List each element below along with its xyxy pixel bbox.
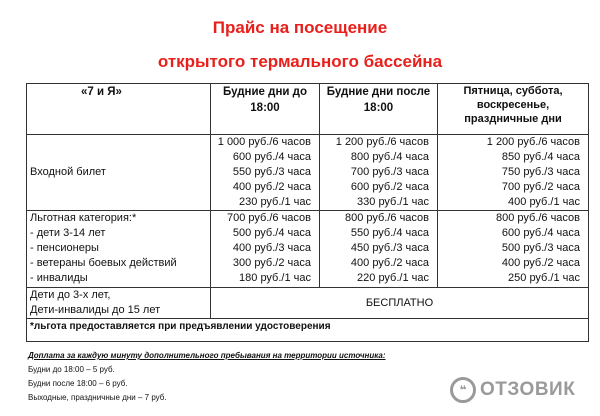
table-header-row	[27, 84, 589, 135]
discount-category-labels: Льготная категория:* - дети 3-14 лет - пенсионеры - ветераны боевых действий - инвалиды	[27, 211, 211, 288]
otzovik-logo-icon: ❝	[450, 377, 476, 403]
entry-weekday-before-prices: 1 000 руб./6 часов 600 руб./4 часа 550 руб./3 часа 400 руб./2 часа 230 руб./1 час	[211, 135, 320, 211]
price-table	[26, 83, 589, 342]
header-weekend-holidays: Пятница, суббота, воскресенье, праздничные дни	[438, 84, 589, 135]
otzovik-watermark	[450, 372, 590, 408]
table-row-discount	[27, 211, 589, 288]
children-free-price: БЕСПЛАТНО	[211, 288, 589, 319]
surcharge-line-weekday-after: Будни после 18:00 – 6 руб.	[28, 379, 128, 388]
surcharge-line-weekend: Выходные, праздничные дни – 7 руб.	[28, 393, 167, 402]
table-row-children-free	[27, 288, 589, 319]
surcharge-heading: Доплата за каждую минуту дополнительного пребывания на территории источника:	[28, 351, 386, 360]
header-weekday-before-18: Будние дни до 18:00	[211, 84, 320, 135]
watermark-text: ОТЗОВИК	[480, 379, 576, 400]
entry-weekend-prices: 1 200 руб./6 часов 850 руб./4 часа 750 руб./3 часа 700 руб./2 часа 400 руб./1 час	[438, 135, 589, 211]
discount-footnote: *льгота предоставляется при предъявлении удостоверения	[27, 319, 589, 342]
children-free-labels: Дети до 3-х лет, Дети-инвалиды до 15 лет	[27, 288, 211, 319]
entry-ticket-label: Входной билет	[27, 135, 211, 211]
entry-weekday-after-prices: 1 200 руб./6 часов 800 руб./4 часа 700 руб./3 часа 600 руб./2 часа 330 руб./1 час	[320, 135, 438, 211]
table-row-entry-ticket	[27, 135, 589, 211]
surcharge-line-weekday-before: Будни до 18:00 – 5 руб.	[28, 365, 115, 374]
page-title-line-2: открытого термального бассейна	[157, 52, 443, 71]
discount-weekday-before-prices: 700 руб./6 часов 500 руб./4 часа 400 руб./3 часа 300 руб./2 часа 180 руб./1 час	[211, 211, 320, 288]
header-brand: «7 и Я»	[27, 84, 211, 135]
table-row-note	[27, 319, 589, 342]
discount-weekend-prices: 800 руб./6 часов 600 руб./4 часа 500 руб./3 часа 400 руб./2 часа 250 руб./1 час	[438, 211, 589, 288]
page-title-line-1: Прайс на посещение	[212, 18, 388, 37]
discount-weekday-after-prices: 800 руб./6 часов 550 руб./4 часа 450 руб./3 часа 400 руб./2 часа 220 руб./1 час	[320, 211, 438, 288]
header-weekday-after-18: Будние дни после 18:00	[320, 84, 438, 135]
surcharge-info	[28, 349, 386, 405]
